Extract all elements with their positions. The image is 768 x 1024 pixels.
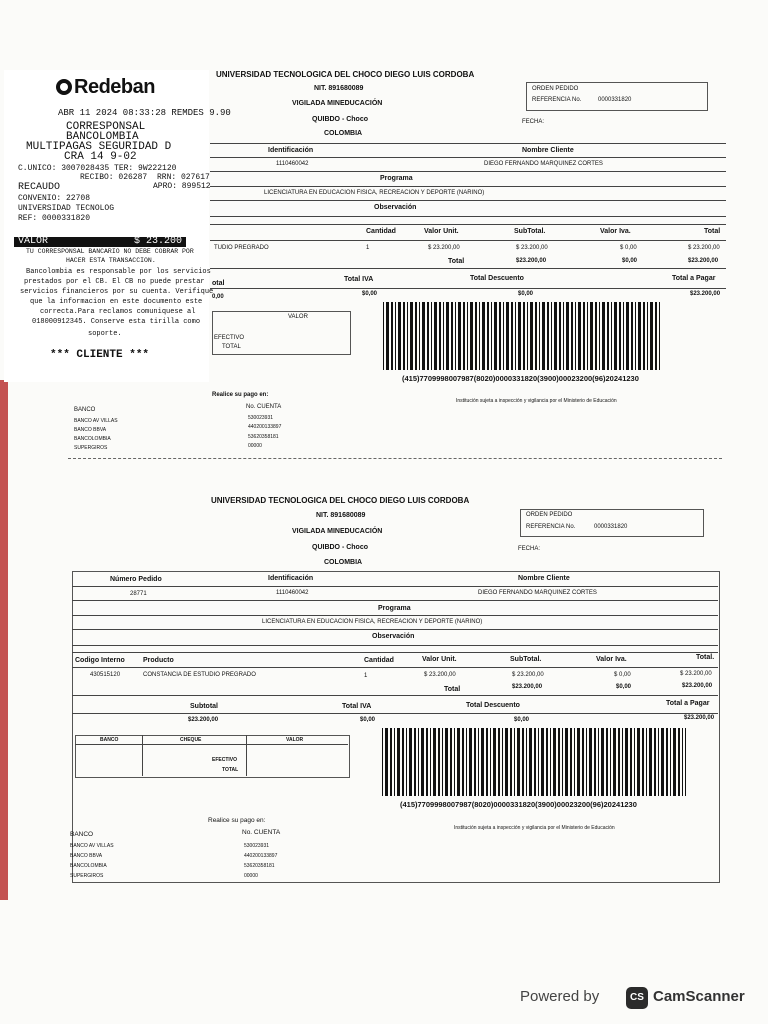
inv1-city: QUIBDO - Choco — [312, 116, 368, 123]
inv1-rule — [210, 240, 726, 241]
inv1-cantidad: 1 — [366, 245, 370, 251]
inv2-barcode — [382, 728, 686, 796]
inv2-banco-3: SUPERGIROS — [70, 873, 104, 879]
receipt-line-4: CRA 14 9-02 — [64, 151, 137, 163]
redeban-logo-text: Redeban — [74, 76, 155, 98]
inv2-total: $ 23.200,00 — [680, 671, 712, 677]
receipt-valor-amount: $ 23.200 — [133, 236, 182, 247]
camscanner-icon: CS — [626, 987, 648, 1009]
inv1-footer-subtotal-label: otal — [212, 280, 225, 287]
inv1-rule — [210, 171, 726, 172]
inv1-col-cantidad: Cantidad — [366, 228, 396, 235]
inv2-nit: NIT. 891680089 — [316, 512, 366, 519]
inv1-cut-line — [68, 458, 722, 459]
inv1-rule — [210, 186, 726, 187]
inv2-codigo: 430515120 — [90, 672, 121, 678]
inv2-rule — [72, 615, 718, 616]
inv2-identificacion-label: Identificación — [268, 575, 314, 582]
inv2-banco-1: BANCO BBVA — [70, 853, 103, 859]
inv2-rule — [72, 652, 718, 653]
inv2-footer-iva: $0,00 — [360, 717, 376, 723]
inv2-barcode-text: (415)7709998007987(8020)0000331820(3900)00023200(96)20241230 — [400, 800, 637, 809]
inv2-rule — [72, 667, 718, 668]
inv2-nombre: DIEGO FERNANDO MARQUINEZ CORTES — [478, 590, 597, 596]
inv2-referencia-label: REFERENCIA No. — [526, 524, 576, 530]
inv2-pay-valor: VALOR — [286, 737, 304, 743]
inv2-col-total: Total. — [696, 654, 715, 661]
inv2-programa-label: Programa — [378, 605, 411, 612]
inv1-pay-efectivo: EFECTIVO — [214, 335, 245, 341]
inv1-rule — [210, 143, 726, 144]
inv2-programa: LICENCIATURA EN EDUCACION FISICA, RECREACION Y DEPORTE (NARINO) — [262, 619, 483, 625]
inv2-nombre-label: Nombre Cliente — [518, 575, 570, 582]
inv2-sum-subtotal: $23.200,00 — [512, 684, 543, 690]
receipt-aprob: APRO: 899512 — [153, 182, 211, 191]
inv1-barcode-text: (415)7709998007987(8020)0000331820(3900)00023200(96)20241230 — [402, 374, 639, 383]
receipt-notice-1: HACER ESTA TRANSACCION. — [66, 257, 156, 264]
receipt-notice-5: que la informacion en este documento este — [30, 298, 203, 306]
inv2-pay-total: TOTAL — [222, 767, 239, 773]
inv1-banco-1: BANCO BBVA — [74, 427, 107, 433]
inv2-valor-unit: $ 23.200,00 — [424, 672, 456, 678]
inv1-rule — [210, 224, 726, 225]
inv2-pay-cheque: CHEQUE — [180, 737, 202, 743]
inv2-cantidad: 1 — [364, 673, 368, 679]
inv1-footer-subtotal: 0,00 — [212, 294, 224, 300]
inv2-realice: Realice su pago en: — [208, 817, 266, 824]
camscanner-brand: CamScanner — [653, 988, 745, 1005]
inv2-sum-iva: $0,00 — [616, 684, 632, 690]
inv1-footer-pagar-label: Total a Pagar — [672, 275, 716, 282]
inv1-col-total: Total — [704, 228, 721, 235]
inv1-identificacion: 1110460042 — [276, 161, 309, 167]
inv1-fecha-label: FECHA: — [522, 119, 545, 125]
inv2-payment-vrule — [142, 735, 143, 776]
inv1-footer-iva: $0,00 — [362, 291, 378, 297]
receipt-datetime: ABR 11 2024 08:33:28 REMDES 9.90 — [58, 108, 231, 118]
receipt-valor-bar — [14, 237, 186, 247]
inv2-col-cantidad: Cantidad — [364, 657, 394, 664]
inv1-nit: NIT. 891680089 — [314, 85, 364, 92]
inv1-col-subtotal: SubTotal. — [514, 228, 546, 235]
inv1-programa-label: Programa — [380, 175, 413, 182]
inv1-referencia: 0000331820 — [598, 97, 632, 103]
inv2-col-valor-unit: Valor Unit. — [422, 656, 457, 663]
inv1-footer-pagar: $23.200,00 — [690, 291, 721, 297]
redeban-logo-icon — [56, 79, 72, 95]
inv1-footer-iva-label: Total IVA — [344, 276, 374, 283]
inv2-total-label: Total — [444, 686, 461, 693]
receipt-notice-7: 018000912345. Conserve esta tirilla como — [32, 318, 201, 326]
inv1-university: UNIVERSIDAD TECNOLOGICA DEL CHOCO DIEGO LUIS CORDOBA — [216, 70, 475, 79]
inv2-pay-efectivo: EFECTIVO — [212, 757, 238, 763]
receipt-cliente: *** CLIENTE *** — [50, 349, 150, 361]
receipt-notice-0: TU CORRESPONSAL BANCARIO NO DEBE COBRAR POR — [26, 248, 194, 255]
inv1-subtotal: $ 23.200,00 — [516, 245, 548, 251]
inv2-cuenta-1: 440200133897 — [244, 853, 278, 859]
inv2-institucion: Institución sujeta a inspección y vigilancia por el Ministerio de Educación — [454, 825, 615, 831]
inv1-rule — [210, 268, 726, 269]
inv1-orden-pedido: ORDEN PEDIDO — [532, 86, 579, 92]
inv2-orden-pedido: ORDEN PEDIDO — [526, 512, 573, 518]
inv2-country: COLOMBIA — [324, 559, 363, 566]
inv1-institucion: Institución sujeta a inspección y vigilancia por el Ministerio de Educación — [456, 398, 617, 404]
inv1-banco-label: BANCO — [74, 407, 96, 413]
inv1-rule — [210, 216, 726, 217]
inv1-referencia-label: REFERENCIA No. — [532, 97, 582, 103]
inv2-pay-banco: BANCO — [100, 737, 119, 743]
receipt-cunico: C.UNICO: 3007028435 TER: 9W222120 — [18, 164, 177, 173]
receipt-notice-6: correcta.Para reclamos comuniquese al — [40, 308, 196, 316]
inv1-total-label: Total — [448, 258, 465, 265]
receipt-convenio: CONVENIO: 22708 — [18, 194, 91, 203]
inv1-rule — [210, 157, 726, 158]
inv1-pay-valor: VALOR — [288, 314, 308, 320]
inv1-producto: TUDIO PREGRADO — [214, 245, 269, 251]
inv2-rule — [72, 695, 718, 696]
inv2-observacion-label: Observación — [372, 633, 415, 640]
inv1-sum-total: $23.200,00 — [688, 258, 719, 264]
inv1-vigilada: VIGILADA MINEDUCACIÓN — [292, 100, 383, 107]
inv2-frame — [72, 571, 720, 883]
inv2-city: QUIBDO - Choco — [312, 544, 368, 551]
inv2-col-valor-iva: Valor Iva. — [596, 656, 627, 663]
inv2-cuenta-label: No. CUENTA — [242, 829, 281, 836]
inv1-cuenta-label: No. CUENTA — [246, 404, 282, 410]
inv2-col-codigo: Codigo Interno — [75, 657, 125, 664]
inv2-cuenta-3: 00000 — [244, 873, 258, 879]
receipt-line-3: MULTIPAGAS SEGURIDAD D — [26, 141, 172, 153]
inv2-identificacion: 1110460042 — [276, 590, 309, 596]
inv2-footer-pagar: $23.200,00 — [684, 715, 715, 721]
inv2-sum-total: $23.200,00 — [682, 683, 713, 689]
inv2-banco-0: BANCO AV VILLAS — [70, 843, 114, 849]
inv2-footer-subtotal-label: Subtotal — [190, 703, 218, 710]
inv2-banco-label: BANCO — [70, 831, 94, 838]
inv2-rule — [72, 645, 718, 646]
receipt-rrn: RRN: 027617 — [157, 173, 210, 182]
receipt-notice-8: soporte. — [88, 330, 122, 338]
inv1-realice: Realice su pago en: — [212, 392, 269, 398]
inv1-footer-desc-label: Total Descuento — [470, 275, 524, 282]
inv2-fecha-label: FECHA: — [518, 546, 541, 552]
inv1-banco-2: BANCOLOMBIA — [74, 436, 111, 442]
inv1-programa: LICENCIATURA EN EDUCACION FISICA, RECREACION Y DEPORTE (NARINO) — [264, 190, 485, 196]
inv2-numero-pedido-label: Número Pedido — [110, 576, 162, 583]
inv2-cuenta-0: 530023931 — [244, 843, 270, 849]
receipt-line-2: BANCOLOMBIA — [66, 131, 139, 143]
inv1-pay-total: TOTAL — [222, 344, 241, 350]
inv2-footer-subtotal: $23.200,00 — [188, 717, 219, 723]
inv1-col-valor-unit: Valor Unit. — [424, 228, 459, 235]
inv2-cuenta-2: 53620358181 — [244, 863, 275, 869]
receipt-line-1: CORRESPONSAL — [66, 121, 146, 133]
inv2-referencia: 0000331820 — [594, 524, 628, 530]
powered-by-text: Powered by — [520, 988, 600, 1005]
inv2-producto: CONSTANCIA DE ESTUDIO PREGRADO — [143, 672, 256, 678]
inv1-footer-desc: $0,00 — [518, 291, 534, 297]
inv1-cuenta-0: 530023931 — [248, 415, 274, 421]
inv1-barcode — [383, 302, 661, 370]
inv1-valor-unit: $ 23.200,00 — [428, 245, 460, 251]
inv2-footer-desc-label: Total Descuento — [466, 702, 520, 709]
barcode-bars — [382, 728, 686, 796]
barcode-bars — [383, 302, 661, 370]
inv1-observacion-label: Observación — [374, 204, 417, 211]
inv2-footer-pagar-label: Total a Pagar — [666, 700, 710, 707]
inv2-payment-rule — [75, 744, 348, 745]
inv1-total: $ 23.200,00 — [688, 245, 720, 251]
inv2-rule — [72, 600, 718, 601]
inv2-rule — [72, 713, 718, 714]
receipt-notice-4: servicios financieros por su cuenta. Verifique — [20, 288, 214, 296]
inv1-nombre-label: Nombre Cliente — [522, 147, 574, 154]
inv1-sum-iva: $0,00 — [622, 258, 638, 264]
inv1-banco-3: SUPERGIROS — [74, 445, 108, 451]
inv2-col-producto: Producto — [143, 657, 174, 664]
receipt-valor-label: VALOR — [18, 236, 49, 247]
inv2-valor-iva: $ 0,00 — [614, 672, 631, 678]
redeban-logo — [56, 76, 155, 99]
inv2-col-subtotal: SubTotal. — [510, 656, 542, 663]
camscanner-footer — [520, 982, 760, 1014]
inv2-university: UNIVERSIDAD TECNOLOGICA DEL CHOCO DIEGO LUIS CORDOBA — [211, 496, 470, 505]
inv1-cuenta-3: 00000 — [248, 443, 262, 449]
inv1-sum-subtotal: $23.200,00 — [516, 258, 547, 264]
inv1-cuenta-1: 440200133897 — [248, 424, 282, 430]
inv2-payment-vrule — [246, 735, 247, 776]
inv2-vigilada: VIGILADA MINEDUCACIÓN — [292, 528, 383, 535]
inv2-numero-pedido: 28771 — [130, 591, 147, 597]
inv2-footer-desc: $0,00 — [514, 717, 530, 723]
inv2-subtotal: $ 23.200,00 — [512, 672, 544, 678]
inv2-banco-2: BANCOLOMBIA — [70, 863, 107, 869]
inv1-country: COLOMBIA — [324, 130, 363, 137]
inv1-col-valor-iva: Valor Iva. — [600, 228, 631, 235]
inv1-valor-iva: $ 0,00 — [620, 245, 637, 251]
receipt-ref: REF: 0000331820 — [18, 214, 91, 223]
receipt-recibo: RECIBO: 026287 — [80, 173, 148, 182]
inv2-rule — [72, 586, 718, 587]
inv1-nombre: DIEGO FERNANDO MARQUINEZ CORTES — [484, 161, 603, 167]
receipt-recaudo: RECAUDO — [18, 182, 61, 193]
receipt-notice-2: Bancolombia es responsable por los servicios — [26, 268, 211, 276]
inv1-cuenta-2: 53620358181 — [248, 434, 279, 440]
inv1-identificacion-label: Identificación — [268, 147, 314, 154]
receipt-universidad: UNIVERSIDAD TECNOLOG — [18, 204, 115, 213]
red-edge — [0, 380, 8, 900]
inv1-rule — [210, 288, 726, 289]
inv1-rule — [210, 200, 726, 201]
receipt-notice-3: prestados por el CB. El CB no puede prestar — [24, 278, 205, 286]
inv2-footer-iva-label: Total IVA — [342, 703, 372, 710]
inv2-rule — [72, 629, 718, 630]
inv1-banco-0: BANCO AV VILLAS — [74, 418, 118, 424]
